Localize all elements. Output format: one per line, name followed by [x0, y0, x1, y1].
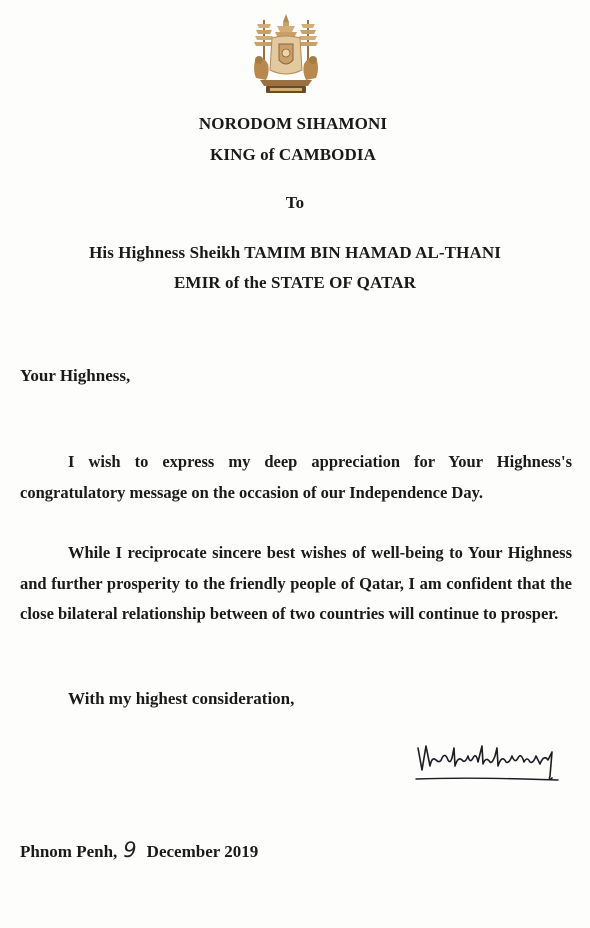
recipient-title: EMIR of the STATE OF QATAR — [173, 273, 417, 292]
paragraph-text: While I reciprocate sincere best wishes of well-being to Your Highness and further prosperity to the friendly people of Qatar, I am confident that the close bilateral relationship between of two countries will continue to prosper. — [20, 543, 572, 623]
paragraph-text: I wish to express my deep appreciation for Your Highness's congratulatory message on the occasion of our Independence Day. — [20, 452, 572, 502]
salutation: Your Highness, — [20, 366, 131, 385]
closing-line: With my highest consideration, — [68, 689, 295, 708]
royal-coat-of-arms-icon — [246, 12, 326, 96]
to-label: To — [285, 193, 305, 212]
recipient-name: His Highness Sheikh TAMIM BIN HAMAD AL-THANI — [89, 243, 501, 262]
place: Phnom Penh, — [20, 842, 118, 861]
month-year: December 2019 — [146, 842, 259, 861]
place-date — [20, 838, 258, 862]
handwritten-day: 9 — [123, 838, 137, 862]
sender-title: KING of CAMBODIA — [210, 145, 376, 164]
letter-paragraph — [20, 538, 572, 630]
handwritten-signature — [412, 734, 572, 786]
sender-name: NORODOM SIHAMONI — [198, 114, 388, 133]
letter-paragraph — [20, 447, 572, 508]
